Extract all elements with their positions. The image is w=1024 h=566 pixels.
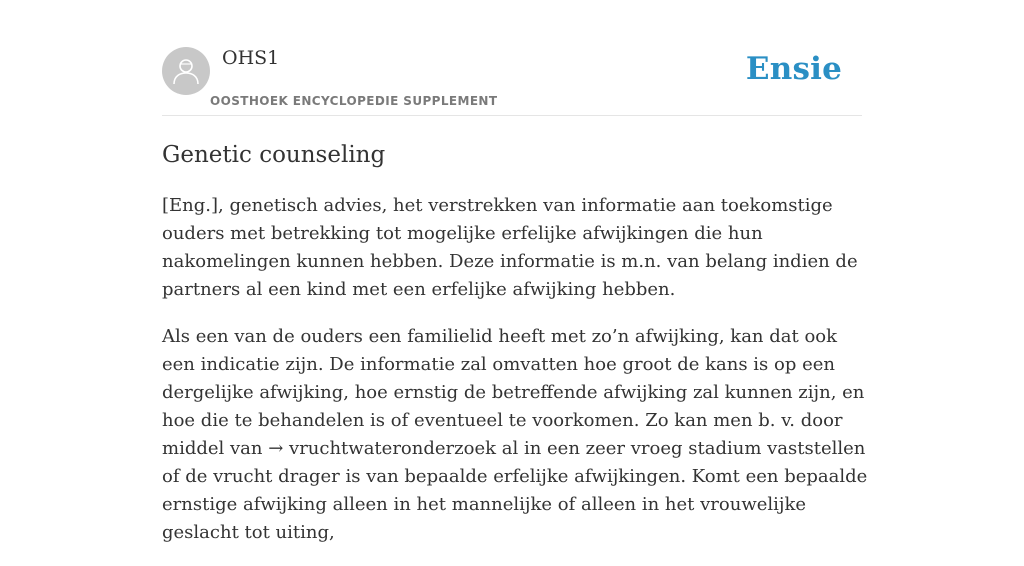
article-paragraph: Als een van de ouders een familielid heeft met zo’n afwijking, kan dat ook een indicatie zijn. De informatie zal omvatten hoe groot de kans is op een dergelijke afwijking, hoe ernstig de betreffende afwijking zal kunnen zijn, en hoe die te behandelen is of eventueel te voorkomen. Zo kan men b. v. door middel van → vruchtwateronderzoek al in een zeer vroeg stadium vaststellen of de vrucht drager is van bepaalde erfelijke afwijkingen. Komt een bepaalde ernstige afwijking alleen in het mannelijke of alleen in het vrouwelijke geslacht tot uiting, [162, 326, 868, 543]
author-name[interactable]: OHS1 [222, 47, 280, 69]
page-container [162, 0, 868, 543]
ensie-logo[interactable]: Ensie [745, 51, 842, 87]
avatar[interactable] [162, 47, 210, 95]
source-name[interactable]: OOSTHOEK ENCYCLOPEDIE SUPPLEMENT [210, 94, 498, 108]
header [162, 0, 862, 116]
article-body [162, 192, 868, 566]
page-title: Genetic counseling [162, 142, 386, 168]
user-icon [171, 56, 201, 86]
article-paragraph: [Eng.], genetisch advies, het verstrekken van informatie aan toekomstige ouders met betrekking tot mogelijke erfelijke afwijkingen die hun nakomelingen kunnen hebben. Deze informatie is m.n. van belang indien de partners al een kind met een erfelijke afwijking hebben. [162, 195, 858, 300]
